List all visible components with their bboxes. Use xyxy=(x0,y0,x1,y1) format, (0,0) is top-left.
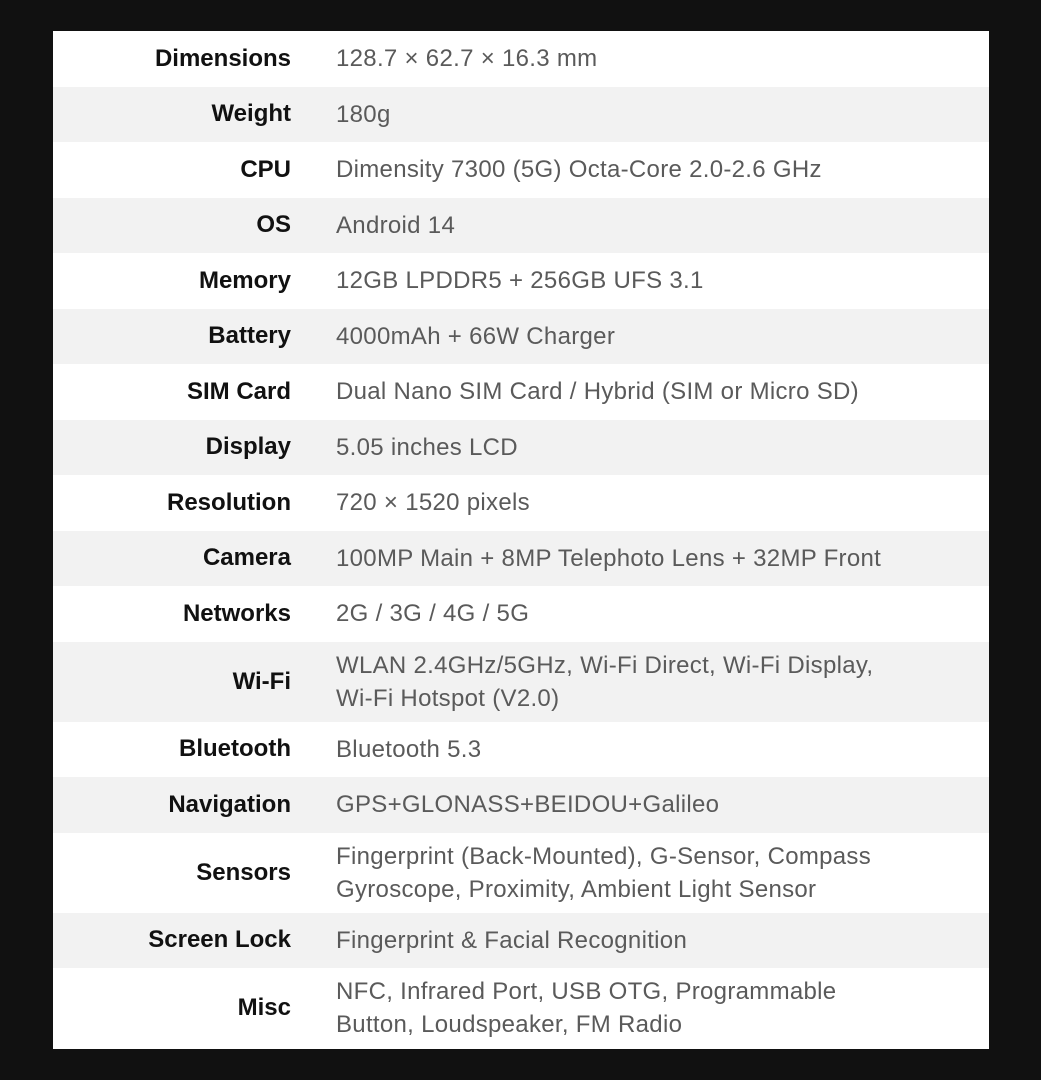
spec-label: CPU xyxy=(240,155,291,183)
spec-row-memory xyxy=(53,253,989,309)
spec-label: OS xyxy=(256,211,291,239)
spec-value-line: Android 14 xyxy=(336,211,456,239)
spec-value xyxy=(336,320,615,353)
spec-label: Networks xyxy=(182,599,291,627)
spec-row-dimensions xyxy=(53,31,989,87)
spec-value-line: Dimensity 7300 (5G) Octa-Core 2.0-2.6 GHz xyxy=(336,156,822,184)
spec-value-line: Fingerprint & Facial Recognition xyxy=(336,926,688,954)
spec-row-weight xyxy=(53,87,989,143)
spec-value-line: 2G / 3G / 4G / 5G xyxy=(336,600,530,628)
spec-row-resolution xyxy=(53,475,989,531)
spec-value-line: NFC, Infrared Port, USB OTG, Programmable xyxy=(336,978,837,1005)
spec-value-line: 12GB LPDDR5 + 256GB UFS 3.1 xyxy=(336,267,704,295)
spec-value xyxy=(336,264,704,297)
spec-value xyxy=(336,431,518,464)
spec-value-line: Wi-Fi Hotspot (V2.0) xyxy=(336,684,560,712)
spec-row-camera xyxy=(53,531,989,587)
spec-label: Display xyxy=(205,433,291,461)
spec-value-line: Button, Loudspeaker, FM Radio xyxy=(336,1011,683,1038)
spec-value xyxy=(336,649,873,715)
spec-table xyxy=(53,31,989,1049)
spec-value xyxy=(336,209,455,242)
spec-row-screen-lock xyxy=(53,913,989,969)
spec-label: Battery xyxy=(208,322,291,350)
spec-label: Dimensions xyxy=(154,44,291,72)
spec-value xyxy=(336,542,881,575)
spec-row-bluetooth xyxy=(53,722,989,778)
spec-row-sim-card xyxy=(53,364,989,420)
spec-label: Screen Lock xyxy=(148,926,291,954)
spec-value xyxy=(336,98,391,131)
spec-label: Bluetooth xyxy=(179,735,291,763)
spec-value-line: Bluetooth 5.3 xyxy=(336,735,482,763)
spec-row-wifi xyxy=(53,642,989,722)
spec-row-battery xyxy=(53,309,989,365)
spec-label: Weight xyxy=(211,100,291,128)
spec-label: Misc xyxy=(237,994,291,1021)
spec-value xyxy=(336,486,530,519)
spec-value-line: 100MP Main + 8MP Telephoto Lens + 32MP Front xyxy=(336,544,882,572)
spec-label: Camera xyxy=(202,544,291,572)
spec-value xyxy=(336,42,597,75)
spec-value-line: WLAN 2.4GHz/5GHz, Wi-Fi Direct, Wi-Fi Display, xyxy=(336,651,874,679)
spec-label: Wi-Fi xyxy=(232,667,291,695)
spec-value xyxy=(336,597,529,630)
spec-value xyxy=(336,375,859,408)
spec-value xyxy=(336,840,871,906)
spec-label: Sensors xyxy=(196,858,291,886)
spec-value-line: 4000mAh + 66W Charger xyxy=(336,322,616,350)
spec-row-sensors xyxy=(53,833,989,913)
spec-value-line: GPS+GLONASS+BEIDOU+Galileo xyxy=(336,791,720,819)
spec-value-line: 180g xyxy=(336,100,391,128)
spec-row-display xyxy=(53,420,989,476)
spec-value xyxy=(336,153,822,186)
spec-value-line: 5.05 inches LCD xyxy=(336,433,518,461)
spec-label: Navigation xyxy=(168,790,291,818)
spec-value-line: 720 × 1520 pixels xyxy=(336,489,530,517)
spec-row-misc xyxy=(53,968,989,1048)
spec-value-line: 128.7 × 62.7 × 16.3 mm xyxy=(336,45,598,73)
spec-value xyxy=(336,975,836,1041)
spec-label: SIM Card xyxy=(186,377,291,405)
spec-value xyxy=(336,788,719,821)
spec-label: Resolution xyxy=(167,488,291,516)
spec-value xyxy=(336,924,687,957)
spec-value xyxy=(336,733,481,766)
spec-row-os xyxy=(53,198,989,254)
spec-label: Memory xyxy=(198,266,291,294)
spec-row-cpu xyxy=(53,142,989,198)
spec-row-networks xyxy=(53,586,989,642)
spec-row-navigation xyxy=(53,777,989,833)
spec-value-line: Fingerprint (Back-Mounted), G-Sensor, Compass xyxy=(336,842,872,870)
spec-value-line: Dual Nano SIM Card / Hybrid (SIM or Micro SD) xyxy=(336,378,859,406)
spec-value-line: Gyroscope, Proximity, Ambient Light Sensor xyxy=(336,875,817,903)
